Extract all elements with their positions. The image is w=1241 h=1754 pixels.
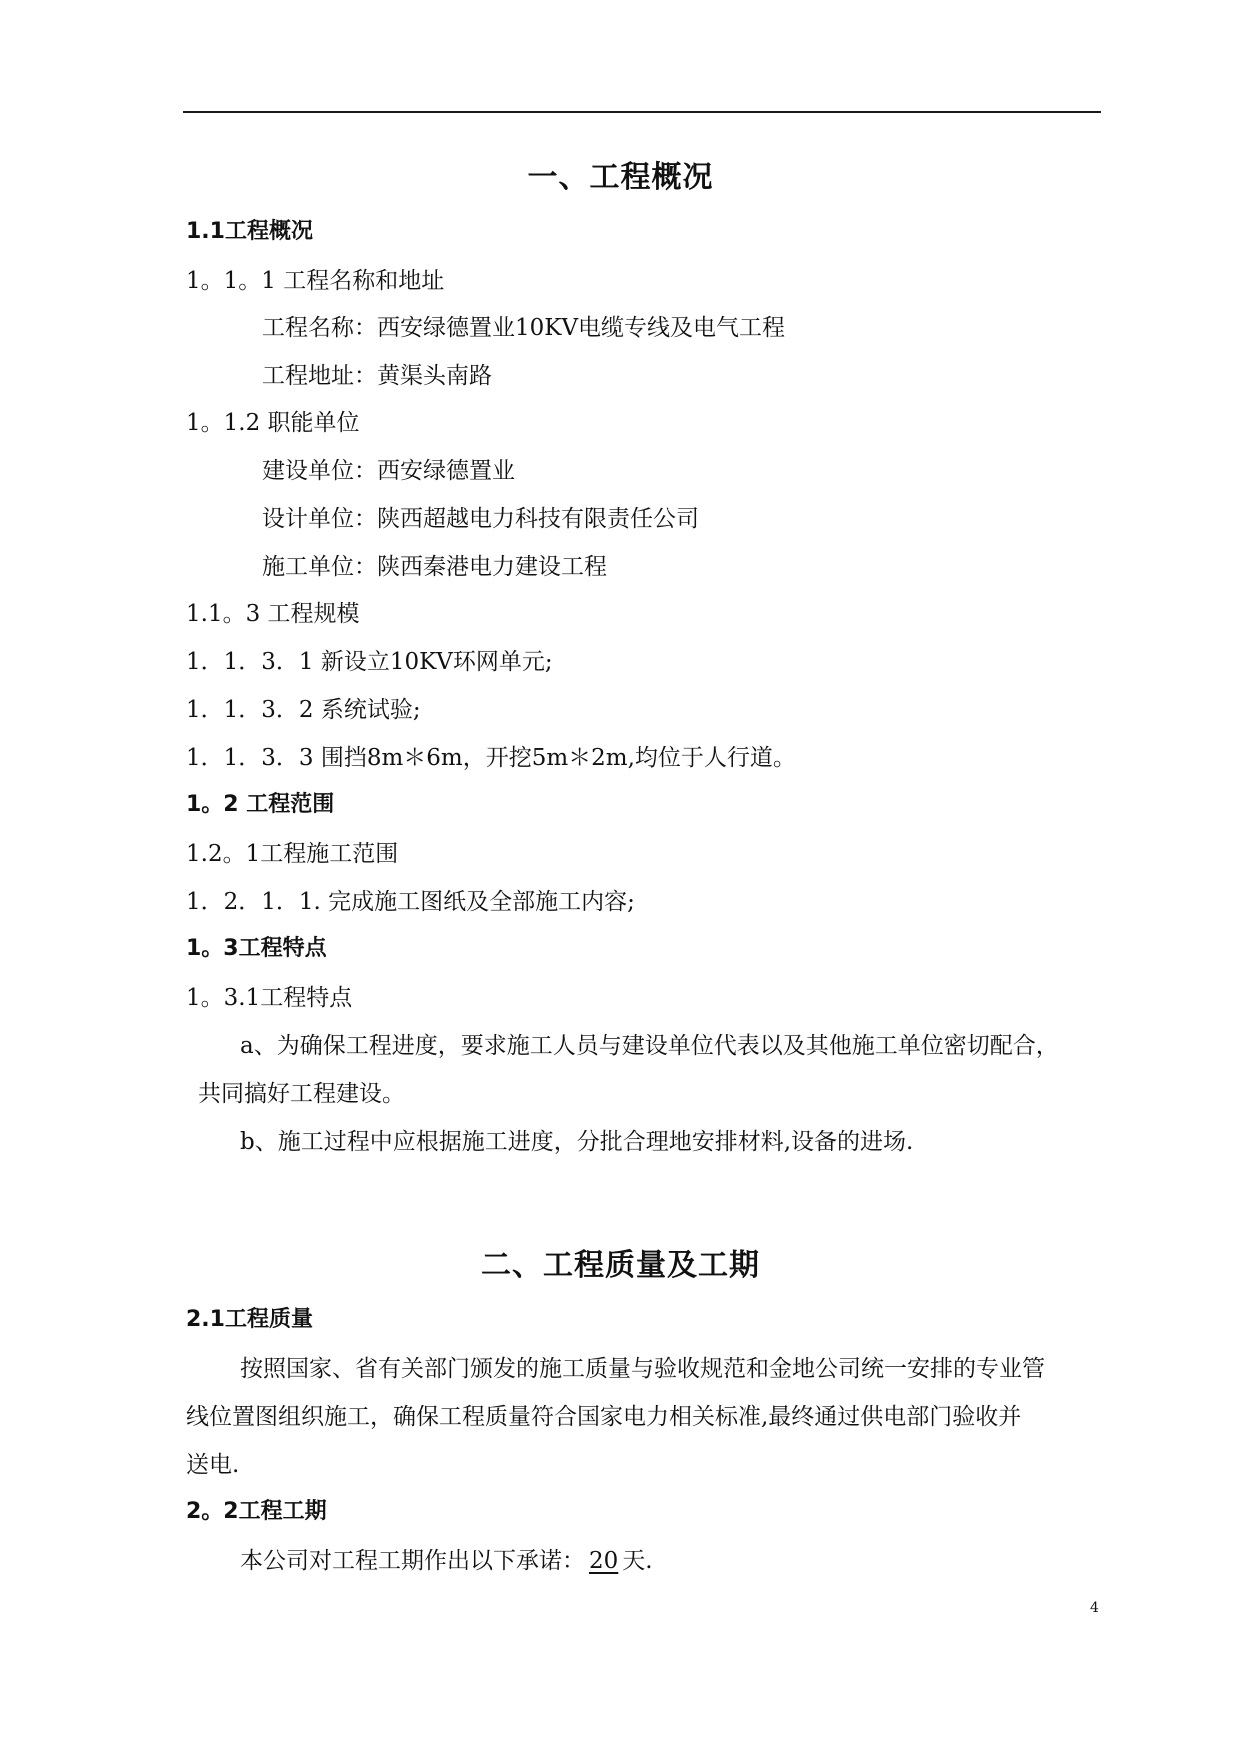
quality-line3: 送电. bbox=[186, 1452, 240, 1478]
section-1-heading: 一、工程概况 bbox=[527, 160, 714, 195]
point-a-line1: a、为确保工程进度，要求施工人员与建设单位代表以及其他施工单位密切配合， bbox=[240, 1033, 1059, 1059]
heading-1-3: 1。3工程特点 bbox=[186, 936, 327, 961]
scale-item-2: 1．1．3．2 系统试验; bbox=[186, 697, 421, 723]
project-address: 工程地址：黄渠头南路 bbox=[262, 363, 492, 389]
header-rule bbox=[183, 111, 1101, 113]
heading-1-1: 1.1工程概况 bbox=[186, 219, 313, 244]
section-2-heading: 二、工程质量及工期 bbox=[481, 1248, 760, 1283]
heading-1-2: 1。2 工程范围 bbox=[186, 792, 335, 817]
builder-unit: 建设单位：西安绿德置业 bbox=[262, 458, 515, 484]
quality-line1: 按照国家、省有关部门颁发的施工质量与验收规范和金地公司统一安排的专业管 bbox=[240, 1356, 1045, 1382]
contractor-unit: 施工单位：陕西秦港电力建设工程 bbox=[262, 554, 607, 580]
designer-unit: 设计单位：陕西超越电力科技有限责任公司 bbox=[262, 506, 699, 532]
period-suffix: 天. bbox=[622, 1548, 653, 1574]
heading-1-1-3: 1.1。3 工程规模 bbox=[186, 601, 360, 627]
point-a-line2: 共同搞好工程建设。 bbox=[198, 1081, 405, 1107]
heading-1-2-1: 1.2。1工程施工范围 bbox=[186, 841, 399, 867]
heading-2-1: 2.1工程质量 bbox=[186, 1307, 313, 1332]
heading-1-3-1: 1。3.1工程特点 bbox=[186, 985, 353, 1011]
scale-item-3: 1．1．3．3 围挡8m＊6m，开挖5m＊2m,均位于人行道。 bbox=[186, 745, 796, 771]
scope-item-1: 1．2．1．1. 完成施工图纸及全部施工内容; bbox=[186, 889, 635, 915]
page-number: 4 bbox=[1090, 1600, 1099, 1616]
heading-1-1-1: 1。1。1 工程名称和地址 bbox=[186, 268, 445, 294]
project-name: 工程名称：西安绿德置业10KV电缆专线及电气工程 bbox=[262, 315, 786, 341]
quality-line2: 线位置图组织施工，确保工程质量符合国家电力相关标准,最终通过供电部门验收并 bbox=[186, 1404, 1022, 1430]
heading-1-1-2: 1。1.2 职能单位 bbox=[186, 410, 360, 436]
point-b: b、施工过程中应根据施工进度，分批合理地安排材料,设备的进场. bbox=[240, 1129, 914, 1155]
heading-2-2: 2。2工程工期 bbox=[186, 1499, 327, 1524]
period-days: 20 bbox=[589, 1548, 619, 1574]
period-prefix: 本公司对工程工期作出以下承诺： bbox=[240, 1548, 585, 1574]
scale-item-1: 1．1．3．1 新设立10KV环网单元; bbox=[186, 649, 553, 675]
period-commitment bbox=[240, 1542, 653, 1575]
